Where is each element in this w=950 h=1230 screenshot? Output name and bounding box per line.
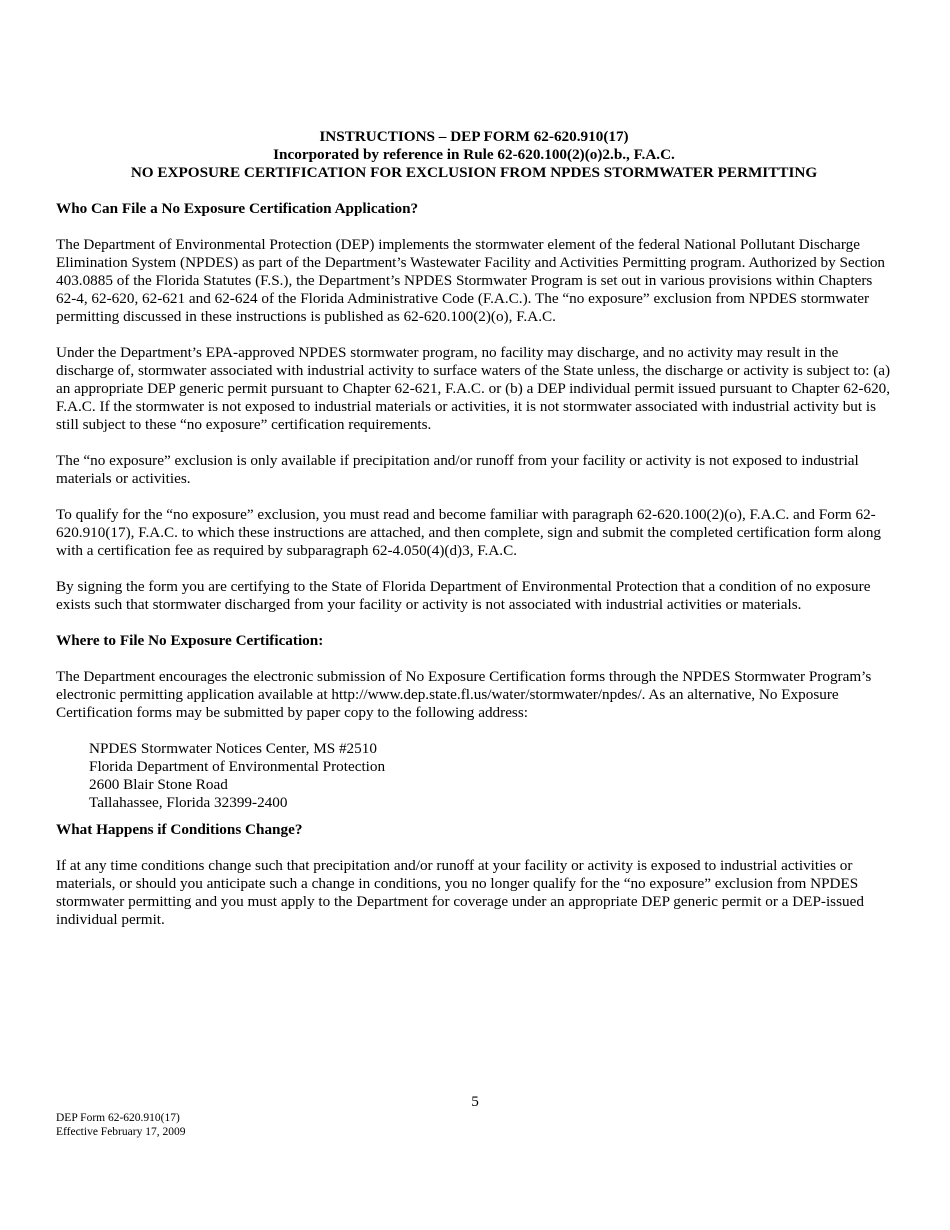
page-number: 5 [471, 1093, 479, 1110]
paragraph: To qualify for the “no exposure” exclusion, you must read and become familiar with paragraph 62-620.100(2)(o), F.A.C. and Form 62-620.910(17), F.A.C. to which these instructions are attached, and then complete, sign and submit the completed certification form along with a certification fee as required by subparagraph 62-4.050(4)(d)3, F.A.C. [56, 506, 882, 559]
section-heading-change: What Happens if Conditions Change? [56, 821, 303, 838]
title-line-3: NO EXPOSURE CERTIFICATION FOR EXCLUSION FROM NPDES STORMWATER PERMITTING [130, 164, 818, 181]
paragraph: If at any time conditions change such that precipitation and/or runoff at your facility or activity is exposed to industrial activities or materials, or should you anticipate such a change in conditions, you no longer qualify for the “no exposure” exclusion from NPDES stormwater permitting and you must apply to the Department for coverage under an appropriate DEP generic permit or a DEP-issued individual permit. [56, 857, 864, 928]
section-heading-where: Where to File No Exposure Certification: [56, 632, 324, 649]
section-heading-who: Who Can File a No Exposure Certification Application? [56, 200, 419, 217]
address-line: NPDES Stormwater Notices Center, MS #2510 [89, 740, 377, 757]
paragraph: Under the Department’s EPA-approved NPDES stormwater program, no facility may discharge, and no activity may result in the discharge of, stormwater associated with industrial activity to surface waters of the State unless, the discharge or activity is subject to: (a) an appropriate DEP generic permit pursuant to Chapter 62-621, F.A.C. or (b) a DEP individual permit issued pursuant to Chapter 62-620, F.A.C. If the stormwater is not exposed to industrial materials or activities, it is not stormwater associated with industrial activity but is still subject to these “no exposure” certification requirements. [56, 344, 891, 433]
paragraph: By signing the form you are certifying to the State of Florida Department of Environmental Protection that a condition of no exposure exists such that stormwater discharged from your facility or activity is not associated with industrial activities or materials. [56, 578, 871, 613]
paragraph: The Department encourages the electronic submission of No Exposure Certification forms through the NPDES Stormwater Program’s electronic permitting application available at http://www.dep.state.fl.us/water/stormwater/npdes/. As an alternative, No Exposure Certification forms may be submitted by paper copy to the following address: [56, 668, 872, 721]
document-title [56, 128, 892, 182]
footer-form-id: DEP Form 62-620.910(17) [56, 1112, 180, 1124]
footer-effective-date: Effective February 17, 2009 [56, 1126, 186, 1138]
document-body [56, 128, 892, 947]
page-footer [56, 1111, 185, 1139]
title-line-2: Incorporated by reference in Rule 62-620.100(2)(o)2.b., F.A.C. [273, 146, 675, 163]
title-line-1: INSTRUCTIONS – DEP FORM 62-620.910(17) [319, 128, 629, 145]
address-line: 2600 Blair Stone Road [89, 776, 228, 793]
address-line: Tallahassee, Florida 32399-2400 [89, 794, 288, 811]
paragraph: The Department of Environmental Protection (DEP) implements the stormwater element of the federal National Pollutant Discharge Elimination System (NPDES) as part of the Department’s Wastewater Facility and Activities Permitting program. Authorized by Section 403.0885 of the Florida Statutes (F.S.), the Department’s NPDES Stormwater Program is set out in various provisions within Chapters 62-4, 62-620, 62-621 and 62-624 of the Florida Administrative Code (F.A.C.). The “no exposure” exclusion from NPDES stormwater permitting discussed in these instructions is published as 62-620.100(2)(o), F.A.C. [56, 236, 886, 325]
address-line: Florida Department of Environmental Protection [89, 758, 386, 775]
paragraph: The “no exposure” exclusion is only available if precipitation and/or runoff from your facility or activity is not exposed to industrial materials or activities. [56, 452, 859, 487]
mailing-address [89, 740, 892, 812]
